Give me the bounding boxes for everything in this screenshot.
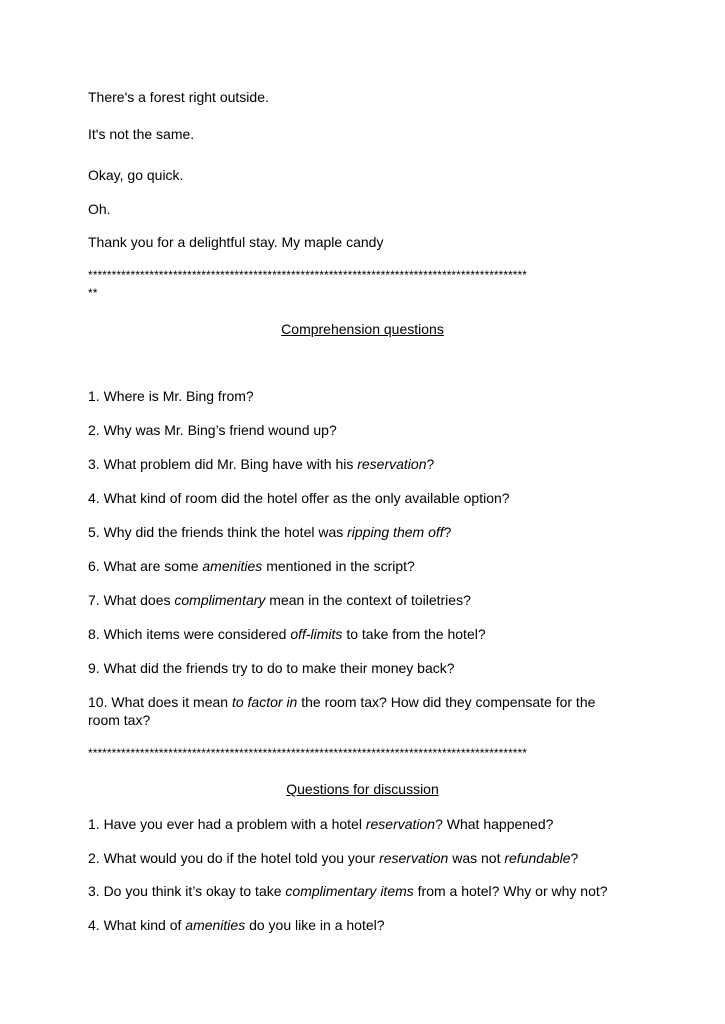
question-text: 10. What does it mean — [88, 694, 232, 710]
question-text: 7. What does — [88, 592, 175, 608]
question-text: mentioned in the script? — [262, 558, 415, 574]
comprehension-question-4: 4. What kind of room did the hotel offer as the only available option? — [88, 490, 510, 506]
discussion-question-1 — [88, 815, 553, 833]
dialogue-line-1: There's a forest right outside. — [88, 89, 269, 105]
question-text: ? — [426, 456, 435, 472]
discussion-question-4 — [88, 916, 385, 934]
discussion-question-3 — [88, 882, 608, 900]
question-text: 8. Which items were considered — [88, 626, 291, 642]
question-text: do you like in a hotel? — [245, 917, 385, 933]
comprehension-question-9: 9. What did the friends try to do to make their money back? — [88, 660, 455, 676]
comprehension-question-7 — [88, 591, 471, 609]
question-italic-term: to factor in — [231, 694, 298, 710]
question-text: 3. Do you think it’s okay to take — [88, 883, 286, 899]
question-text: mean in the context of toiletries? — [265, 592, 471, 608]
question-text: 2. What would you do if the hotel told you your — [88, 850, 380, 866]
question-italic-term: complimentary — [174, 592, 266, 608]
question-text: ? — [570, 850, 579, 866]
separator-line-1b: ** — [88, 286, 98, 300]
question-italic-term: refundable — [504, 850, 571, 866]
dialogue-line-4: Oh. — [88, 201, 111, 217]
question-italic-term: ripping them off — [347, 524, 444, 540]
comprehension-title — [0, 320, 725, 338]
question-italic-term: amenities — [185, 917, 246, 933]
question-text: ? What happened? — [435, 816, 554, 832]
question-text: from a hotel? Why or why not? — [413, 883, 608, 899]
comprehension-question-5 — [88, 523, 451, 541]
comprehension-question-10 — [88, 693, 595, 711]
question-italic-term: off-limits — [290, 626, 343, 642]
question-italic-term: reservation — [365, 816, 436, 832]
dialogue-line-2: It's not the same. — [88, 126, 195, 142]
comprehension-question-3 — [88, 455, 434, 473]
separator-line-1a: ********************************************************************************************* — [88, 268, 527, 282]
comprehension-question-6 — [88, 557, 415, 575]
question-italic-term: complimentary items — [285, 883, 414, 899]
separator-line-2: ********************************************************************************************* — [88, 746, 527, 760]
question-text: 1. Have you ever had a problem with a hotel — [88, 816, 366, 832]
question-italic-term: amenities — [202, 558, 263, 574]
comprehension-question-1: 1. Where is Mr. Bing from? — [88, 388, 254, 404]
comprehension-question-8 — [88, 625, 486, 643]
dialogue-line-3: Okay, go quick. — [88, 167, 184, 183]
question-text: the room tax? How did they compensate for the — [297, 694, 596, 710]
question-text: ? — [443, 524, 452, 540]
question-italic-term: reservation — [357, 456, 427, 472]
comprehension-title-text: Comprehension questions — [281, 321, 444, 337]
question-text: was not — [448, 850, 505, 866]
dialogue-line-5: Thank you for a delightful stay. My maple candy — [88, 234, 384, 250]
comprehension-question-2: 2. Why was Mr. Bing’s friend wound up? — [88, 422, 337, 438]
question-text: 5. Why did the friends think the hotel was — [88, 524, 348, 540]
question-italic-term: reservation — [379, 850, 449, 866]
discussion-title — [0, 780, 725, 798]
comprehension-question-10-continued: room tax? — [88, 712, 151, 728]
discussion-question-2 — [88, 849, 578, 867]
discussion-title-text: Questions for discussion — [286, 781, 439, 797]
question-text: 6. What are some — [88, 558, 203, 574]
question-text: 4. What kind of — [88, 917, 186, 933]
question-text: to take from the hotel? — [342, 626, 486, 642]
question-text: 3. What problem did Mr. Bing have with his — [88, 456, 358, 472]
